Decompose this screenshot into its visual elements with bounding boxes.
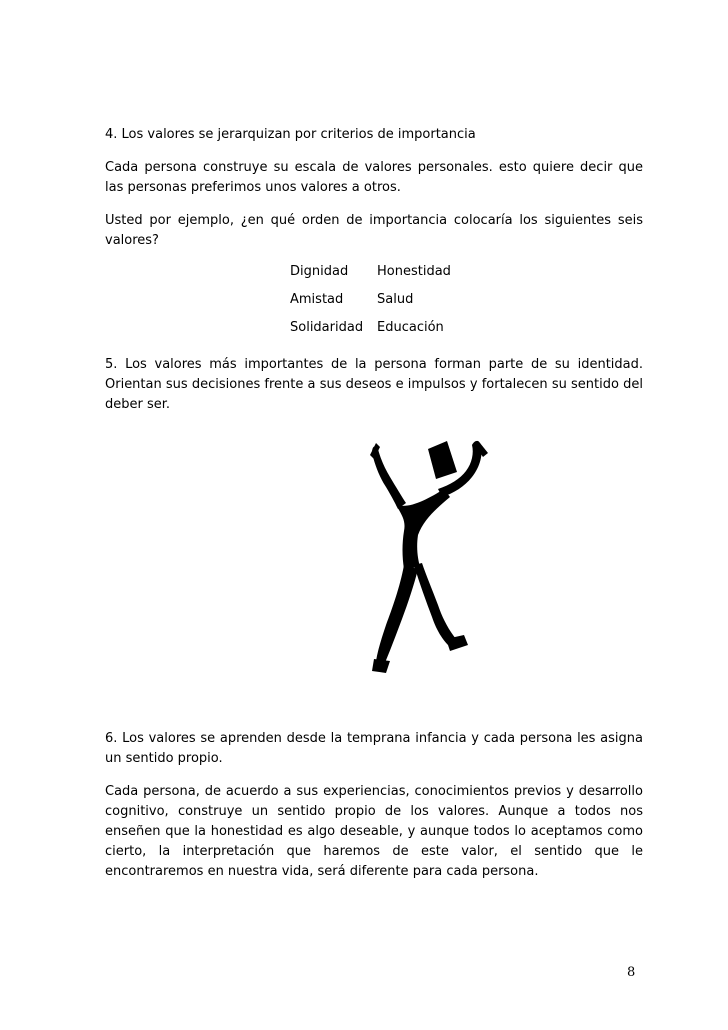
values-row <box>290 318 456 346</box>
section-6-paragraph: Cada persona, de acuerdo a sus experiencias, conocimientos previos y desarrollo cognitivo, construye un sentido propio de los valores. Aunque a todos nos enseñen que la honestidad es algo deseable, y aunque todos lo aceptamos como cierto, la interpretación que haremos de este valor, el sentido que le encontraremos en nuestra vida, será diferente para cada persona. <box>105 784 643 879</box>
value-item: Educación <box>377 320 444 335</box>
dancing-person-icon <box>362 439 497 679</box>
section-4-paragraph-2: Usted por ejemplo, ¿en qué orden de importancia colocaría los siguientes seis valores? <box>105 213 643 248</box>
values-row <box>290 290 456 318</box>
value-item: Dignidad <box>290 264 349 279</box>
value-item: Salud <box>377 292 414 307</box>
values-row <box>290 262 456 290</box>
section-6-heading: 6. Los valores se aprenden desde la temprana infancia y cada persona les asigna un sentido propio. <box>105 731 643 766</box>
section-5-paragraph: 5. Los valores más importantes de la persona forman parte de su identidad. Orientan sus decisiones frente a sus deseos e impulsos y fortalecen su sentido del deber ser. <box>105 357 643 412</box>
page-content <box>105 125 643 882</box>
section-4-paragraph-1: Cada persona construye su escala de valores personales. esto quiere decir que las personas preferimos unos valores a otros. <box>105 160 643 195</box>
value-item: Honestidad <box>377 264 451 279</box>
value-item: Amistad <box>290 292 344 307</box>
page-number: 8 <box>627 965 636 980</box>
values-list <box>290 262 456 346</box>
figure-container <box>105 439 643 729</box>
value-item: Solidaridad <box>290 320 364 335</box>
section-4-heading: 4. Los valores se jerarquizan por criterios de importancia <box>105 127 476 142</box>
